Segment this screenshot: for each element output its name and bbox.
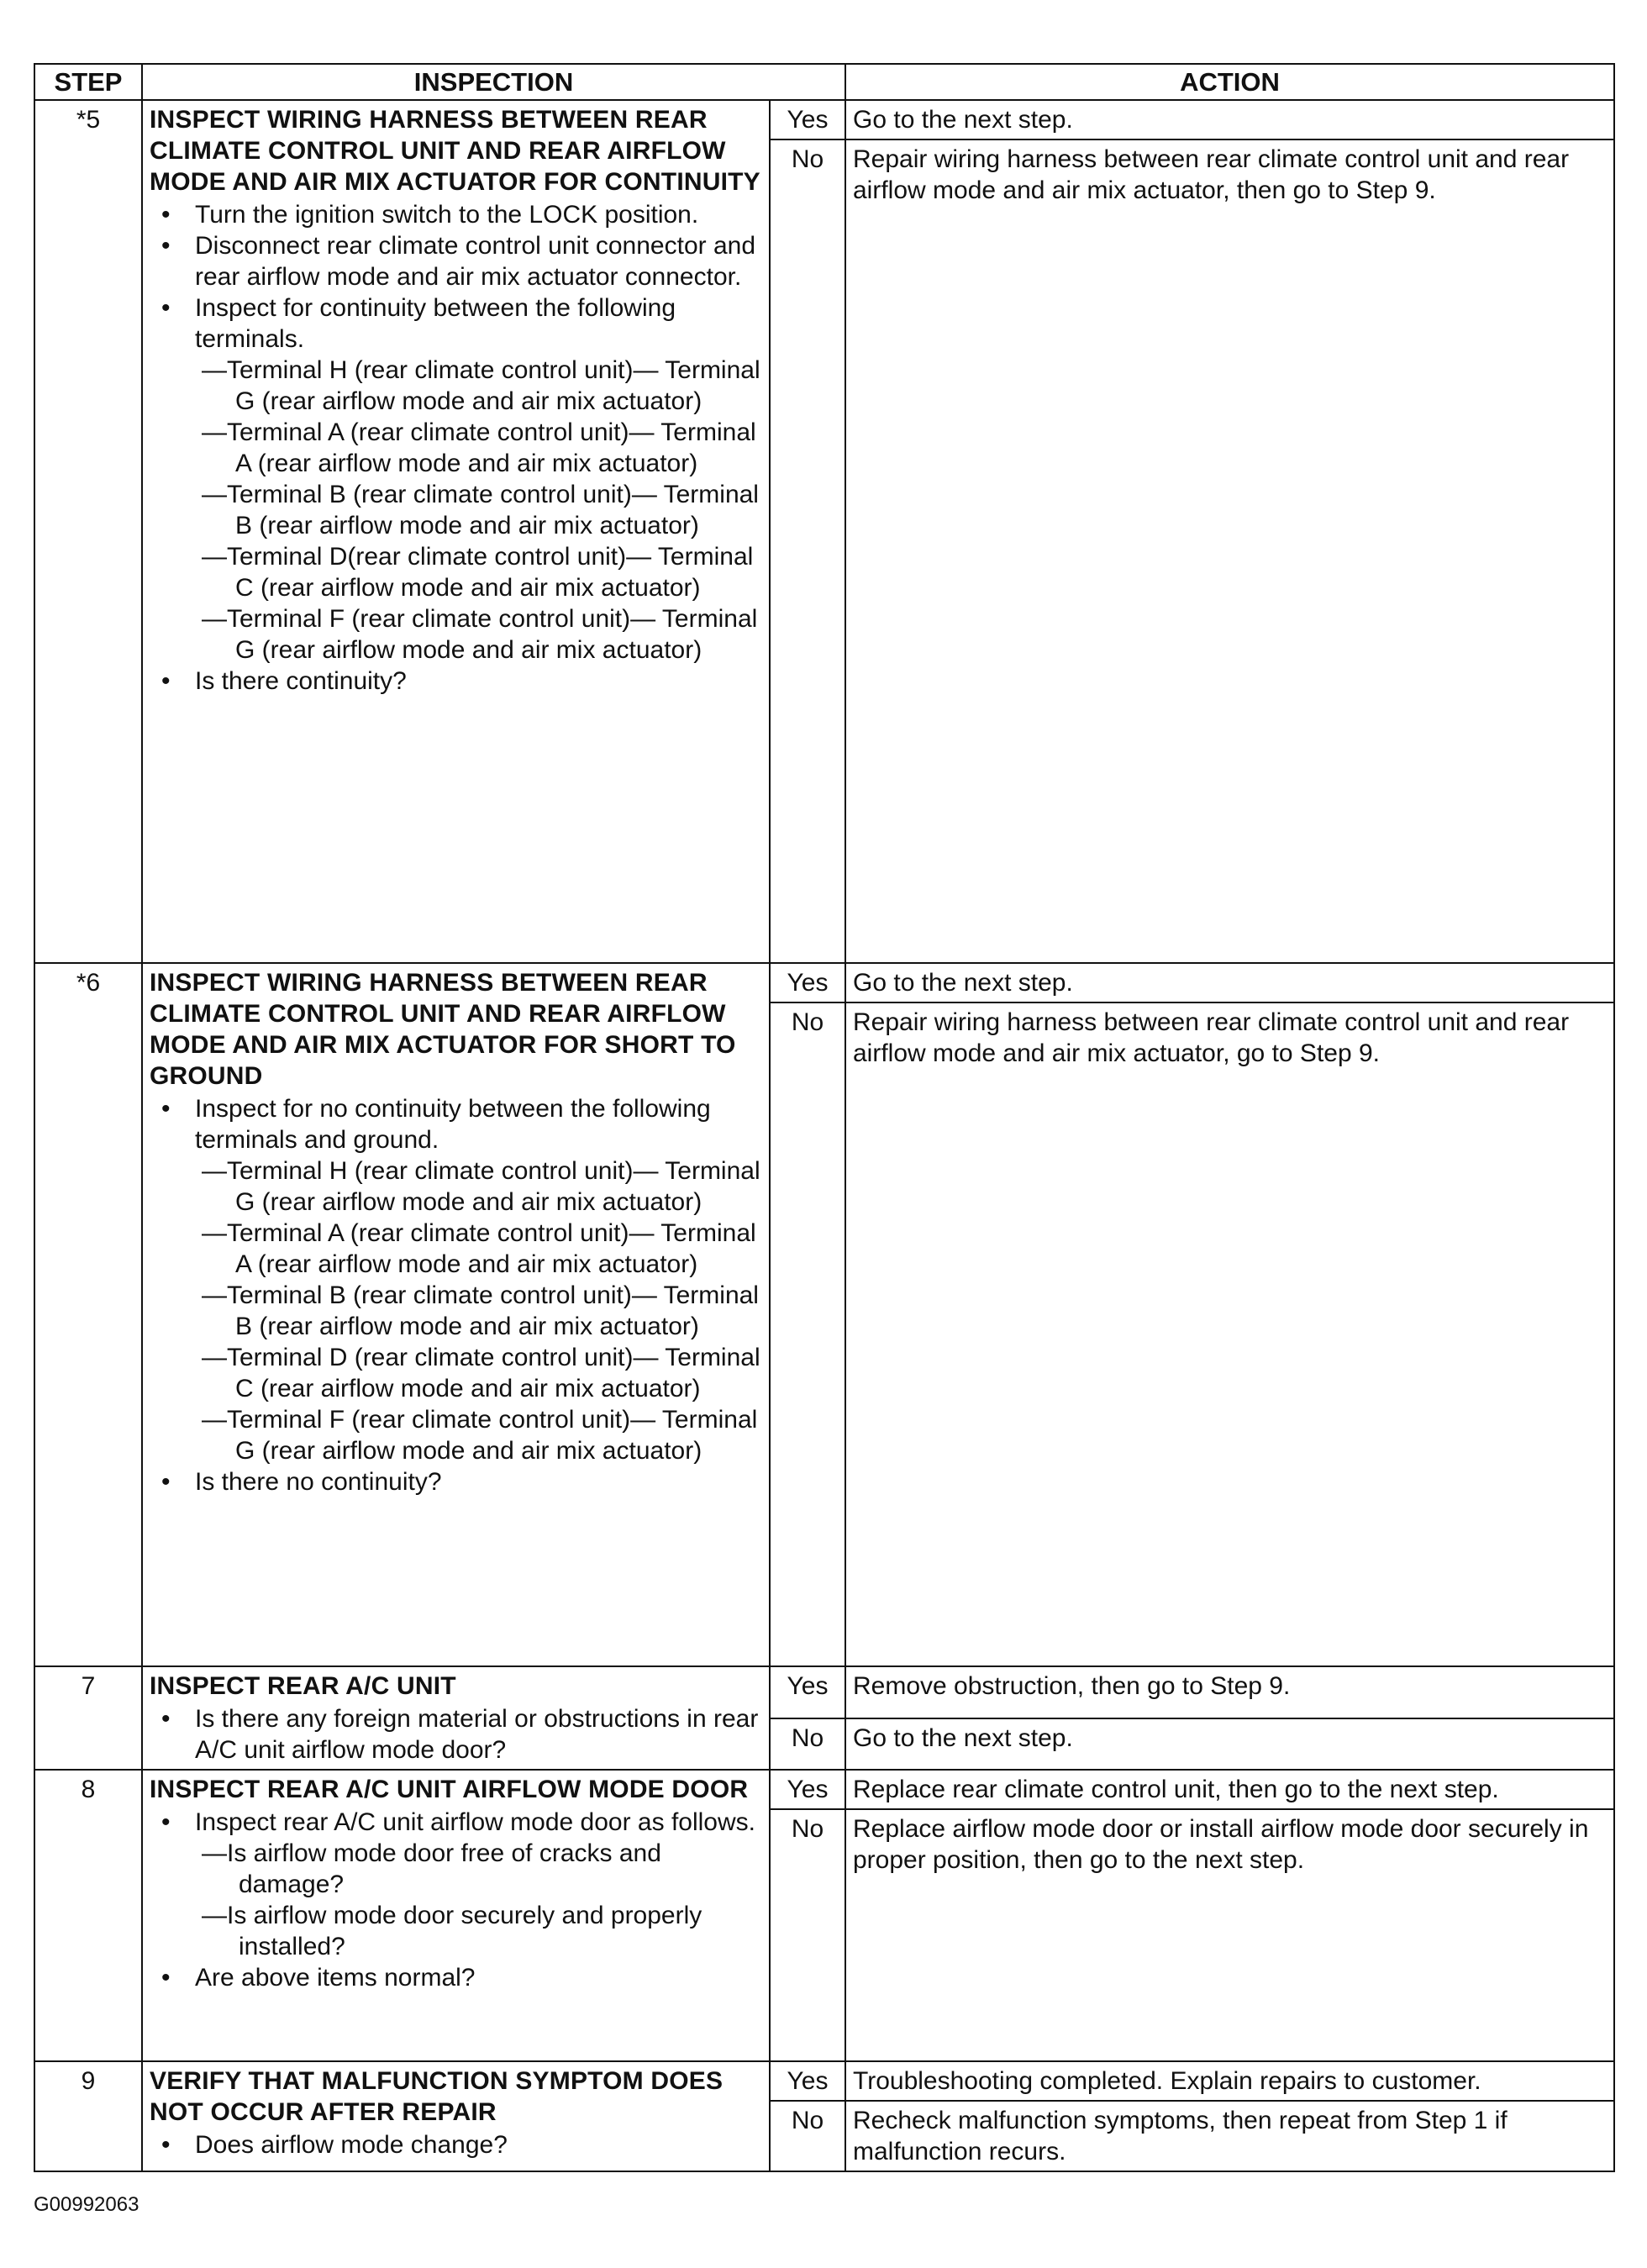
inspection-cell — [142, 963, 770, 1666]
terminal-pair: —Terminal B (rear climate control unit)— Terminal B (rear airflow mode and air mix actuator) — [202, 481, 759, 539]
header-action: ACTION — [845, 64, 1614, 100]
terminal-pair: —Terminal D(rear climate control unit)— Terminal C (rear airflow mode and air mix actuator) — [202, 543, 754, 602]
inspection-list — [150, 1703, 762, 1765]
yes-label: Yes — [770, 100, 845, 139]
inspection-cell — [142, 1770, 770, 2061]
yes-action: Replace rear climate control unit, then go to the next step. — [845, 1770, 1614, 1809]
yes-label: Yes — [770, 1770, 845, 1809]
list-item-text: Inspect for continuity between the following terminals. — [195, 294, 676, 353]
step-number: 7 — [34, 1666, 142, 1770]
terminal-pair: —Terminal F (rear climate control unit)— Terminal G (rear airflow mode and air mix actuator) — [202, 605, 758, 664]
step-row-9-yes — [34, 2061, 1614, 2101]
step-row-7-yes — [34, 1666, 1614, 1718]
no-action: Go to the next step. — [845, 1718, 1614, 1771]
step-number: 9 — [34, 2061, 142, 2171]
question-item: • Does airflow mode change? — [195, 2129, 762, 2160]
inspection-list — [150, 1807, 762, 1993]
question-item: • Is there continuity? — [195, 666, 762, 697]
no-action: Replace airflow mode door or install airflow mode door securely in proper position, then go to the next step. — [845, 1809, 1614, 2061]
step-row-6-yes — [34, 963, 1614, 1002]
terminal-pair: —Terminal A (rear climate control unit)— Terminal A (rear airflow mode and air mix actuator) — [202, 1219, 756, 1278]
inspection-cell — [142, 2061, 770, 2171]
terminal-pair: —Terminal B (rear climate control unit)— Terminal B (rear airflow mode and air mix actuator) — [202, 1281, 759, 1340]
question-item: • Are above items normal? — [195, 1962, 762, 1993]
step-row-8-yes — [34, 1770, 1614, 1809]
question-item: • Is there no continuity? — [195, 1466, 762, 1497]
inspection-list — [150, 199, 762, 697]
yes-label: Yes — [770, 963, 845, 1002]
yes-action: Troubleshooting completed. Explain repairs to customer. — [845, 2061, 1614, 2101]
inspection-list — [150, 1093, 762, 1497]
terminal-pair: —Terminal D (rear climate control unit)— Terminal C (rear airflow mode and air mix actuator) — [202, 1344, 760, 1402]
list-item-text: Inspect for no continuity between the following terminals and ground. — [195, 1095, 711, 1154]
inspection-title: INSPECT WIRING HARNESS BETWEEN REAR CLIMATE CONTROL UNIT AND REAR AIRFLOW MODE AND AIR MIX ACTUATOR FOR CONTINUITY — [150, 106, 760, 196]
inspection-cell — [142, 1666, 770, 1770]
inspection-title: INSPECT REAR A/C UNIT AIRFLOW MODE DOOR — [150, 1776, 749, 1803]
yes-action: Go to the next step. — [845, 100, 1614, 139]
list-item — [195, 1093, 762, 1466]
header-inspection: INSPECTION — [142, 64, 845, 100]
terminal-pair: —Terminal A (rear climate control unit)— Terminal A (rear airflow mode and air mix actuator) — [202, 418, 756, 477]
yes-action: Go to the next step. — [845, 963, 1614, 1002]
step-number: *5 — [34, 100, 142, 963]
list-item — [195, 1807, 762, 1962]
no-label: No — [770, 1002, 845, 1666]
sub-item: —Is airflow mode door securely and properly installed? — [202, 1902, 702, 1960]
sub-item: —Is airflow mode door free of cracks and damage? — [202, 1839, 661, 1898]
terminal-pair: —Terminal H (rear climate control unit)— Terminal G (rear airflow mode and air mix actuator) — [202, 1157, 760, 1216]
no-label: No — [770, 139, 845, 963]
figure-code: G00992063 — [34, 2193, 139, 2216]
no-label: No — [770, 2101, 845, 2171]
terminal-pair: —Terminal H (rear climate control unit)— Terminal G (rear airflow mode and air mix actuator) — [202, 356, 760, 415]
list-item-text: Inspect rear A/C unit airflow mode door as follows. — [195, 1808, 755, 1836]
step-row-5-yes — [34, 100, 1614, 139]
no-label: No — [770, 1718, 845, 1771]
yes-label: Yes — [770, 1666, 845, 1718]
yes-action: Remove obstruction, then go to Step 9. — [845, 1666, 1614, 1718]
list-item — [195, 292, 762, 666]
step-number: 8 — [34, 1770, 142, 2061]
no-action: Repair wiring harness between rear climate control unit and rear airflow mode and air mix actuator, go to Step 9. — [845, 1002, 1614, 1666]
no-action: Repair wiring harness between rear climate control unit and rear airflow mode and air mix actuator, then go to Step 9. — [845, 139, 1614, 963]
inspection-cell — [142, 100, 770, 963]
inspection-list — [150, 2129, 762, 2160]
no-label: No — [770, 1809, 845, 2061]
yes-label: Yes — [770, 2061, 845, 2101]
troubleshooting-table — [34, 63, 1615, 2172]
inspection-title: INSPECT WIRING HARNESS BETWEEN REAR CLIMATE CONTROL UNIT AND REAR AIRFLOW MODE AND AIR MIX ACTUATOR FOR SHORT TO GROUND — [150, 969, 736, 1090]
question-item: • Is there any foreign material or obstructions in rear A/C unit airflow mode door? — [195, 1703, 762, 1765]
header-step: STEP — [34, 64, 142, 100]
header-row — [34, 64, 1614, 100]
step-number: *6 — [34, 963, 142, 1666]
list-item: • Disconnect rear climate control unit connector and rear airflow mode and air mix actuator connector. — [195, 230, 762, 292]
inspection-title: VERIFY THAT MALFUNCTION SYMPTOM DOES NOT OCCUR AFTER REPAIR — [150, 2067, 724, 2126]
list-item: • Turn the ignition switch to the LOCK position. — [195, 199, 762, 230]
terminal-pair: —Terminal F (rear climate control unit)— Terminal G (rear airflow mode and air mix actuator) — [202, 1406, 758, 1465]
inspection-title: INSPECT REAR A/C UNIT — [150, 1672, 456, 1700]
no-action: Recheck malfunction symptoms, then repeat from Step 1 if malfunction recurs. — [845, 2101, 1614, 2171]
